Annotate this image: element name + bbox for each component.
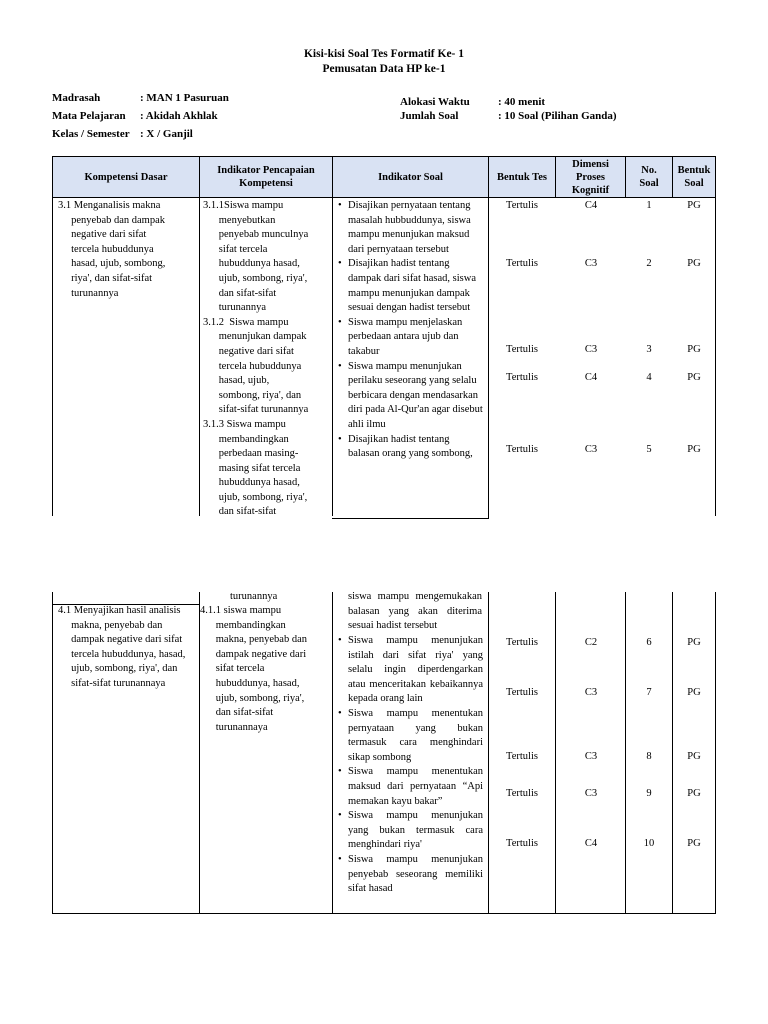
ipk-continuation: turunannya [230,591,278,602]
indikator-soal-text: Siswa mampu menunjukan perilaku seseorang yang selalu berbicara dengan mendasarkan diri pada Al-Qur'an agar disebut ahli ilmu [348,360,483,430]
header-kompetensi-dasar: Kompetensi Dasar [52,156,200,198]
bentuk-tes-cell: Tertulis [506,637,538,648]
madrasah-value: : MAN 1 Pasuruan [140,92,229,104]
bentuk-soal-cell: PG [687,344,701,355]
header-bentuk-tes: Bentuk Tes [488,156,556,198]
grid-line [52,592,53,914]
dimensi-cell: C2 [584,637,598,648]
dimensi-cell: C3 [584,751,598,762]
bentuk-tes-cell: Tertulis [506,344,538,355]
indikator-soal-text: Siswa mampu menunjukan istilah dari sifat riya' yang selalu ingin diperdengarkan atau menceritakan kebaikannya kepada orang lain [348,635,483,705]
document-title: Kisi-kisi Soal Tes Formatif Ke- 1 [303,48,465,60]
waktu-value: : 40 menit [498,96,546,108]
grid-line [52,913,716,914]
indikator-soal-text: Siswa mampu menentukan maksud dari pernyataan “Api memakan kayu bakar” [348,766,483,807]
indikator-soal-item: • Siswa mampu menunjukan yang bukan termasuk cara menghindari riya' [338,810,483,851]
grid-line [199,197,200,516]
bentuk-tes-cell: Tertulis [506,751,538,762]
bentuk-soal-cell: PG [687,200,701,211]
kompetensi-dasar-3-1 [58,199,198,301]
dimensi-cell: C4 [584,372,598,383]
no-soal-cell: 10 [643,838,655,849]
grid-line [332,592,333,914]
header-no-soal: No. Soal [625,156,673,198]
indikator-soal-item: • Disajikan hadist tentang balasan orang yang sombong, [338,433,473,460]
grid-line [332,197,333,516]
no-soal-cell: 3 [646,344,652,355]
indikator-pencapaian-3-1 [203,199,331,520]
bentuk-soal-cell: PG [687,372,701,383]
header-bentuk-soal: Bentuk Soal [672,156,716,198]
no-soal-cell: 4 [646,372,652,383]
kelas-label: Kelas / Semester [52,128,130,140]
header-indikator-soal: Indikator Soal [332,156,489,198]
grid-line [488,197,489,519]
indikator-soal-text: Siswa mampu menjelaskan perbedaan antara ujub dan takabur [348,316,463,357]
madrasah-label: Madrasah [52,92,101,104]
indikator-soal-item: • Siswa mampu menunjukan perilaku seseorang yang selalu berbicara dengan mendasarkan diri pada Al-Qur'an agar disebut ahli ilmu [338,360,483,430]
bentuk-soal-cell: PG [687,751,701,762]
dimensi-cell: C4 [584,838,598,849]
no-soal-cell: 8 [646,751,652,762]
indikator-soal-item: • Siswa mampu menunjukan istilah dari sifat riya' yang selalu ingin diperdengarkan atau menceritakan kebaikannya kepada orang lain [338,635,483,705]
indikator-soal-text: Siswa mampu menunjukan yang bukan termasuk cara menghindari riya' [348,810,483,851]
kd-text: 4.1 Menyajikan hasil analisis makna, penyebab dan dampak negative dari sifat tercela hubuddunya, hasad, ujub, sombong, riya', dan sifat-sifat turunannaya [58,605,186,689]
bentuk-tes-cell: Tertulis [506,788,538,799]
bentuk-soal-cell: PG [687,838,701,849]
dimensi-cell: C4 [584,200,598,211]
no-soal-cell: 6 [646,637,652,648]
bentuk-soal-cell: PG [687,637,701,648]
indikator-soal-text: Disajikan pernyataan tentang masalah hubbuddunya, siswa mampu menunjukan maksud dari pernyataan tersebut [348,200,471,255]
grid-line [332,518,489,519]
grid-line [715,592,716,914]
bentuk-soal-cell: PG [687,788,701,799]
ipk-text: 3.1.1Siswa mampu menyebutkan penyebab munculnya sifat tercela hubuddunya hasad, ujub, sombong, riya', dan sifat-sifat turunannya 3.1.2 Siswa mampu menunjukan dampak negative dari sifat tercela hubuddunya hasad, ujub, sombong, riya', dan sifat-sifat turunannya 3.1.3 Siswa mampu membandingkan perbedaan masing- masing sifat tercela hubuddunya hasad, ujub, sombong, riya', dan sifat-sifat [203,200,309,518]
no-soal-cell: 7 [646,687,652,698]
kelas-value: : X / Ganjil [140,128,193,140]
bentuk-tes-cell: Tertulis [506,444,538,455]
bentuk-tes-cell: Tertulis [506,687,538,698]
indikator-soal-item: • Siswa mampu menjelaskan perbedaan antara ujub dan takabur [338,316,463,357]
indikator-soal-text: Disajikan hadist tentang dampak dari sifat hasad, siswa mampu menunjukan dampak sesuai dengan hadist tersebut [348,258,477,314]
mapel-value: : Akidah Akhlak [140,110,218,122]
indikator-soal-item: • Disajikan pernyataan tentang masalah hubbuddunya, siswa mampu menunjukan maksud dari pernyataan tersebut [338,200,471,255]
dimensi-cell: C3 [584,258,598,269]
jumlah-label: Jumlah Soal [400,110,459,122]
bentuk-tes-cell: Tertulis [506,258,538,269]
ipk-text: 4.1.1 siswa mampu membandingkan makna, penyebab dan dampak negative dari sifat tercela hubuddunya, hasad, ujub, sombong, riya', dan sifat-sifat turunannaya [200,605,308,733]
kompetensi-dasar-4-1 [58,604,198,692]
bentuk-tes-cell: Tertulis [506,838,538,849]
indikator-soal-list-2 [338,634,483,897]
no-soal-cell: 2 [646,258,652,269]
indikator-soal-item: • Siswa mampu menentukan maksud dari pernyataan “Api memakan kayu bakar” [338,766,483,807]
indikator-soal-text: Siswa mampu menentukan pernyataan yang bukan termasuk cara menghindari sikap sombong [348,707,483,763]
indikator-soal-continuation: siswa mampu mengemukakan balasan yang akan diterima sesuai hadist tersebut [348,591,482,632]
indikator-soal-text: Siswa mampu menunjukan penyebab seseorang memiliki sifat hasad [348,853,483,895]
indikator-pencapaian-4-1 [200,604,331,735]
indikator-soal-item: • Siswa mampu menunjukan penyebab seseorang memiliki sifat hasad [338,853,483,895]
indikator-soal-text: Disajikan hadist tentang balasan orang yang sombong, [348,433,473,460]
indikator-soal-list-1 [338,199,483,462]
document-subtitle: Pemusatan Data HP ke-1 [322,63,446,75]
bentuk-tes-cell: Tertulis [506,372,538,383]
indikator-soal-item: • Disajikan hadist tentang dampak dari sifat hasad, siswa mampu menunjukan dampak sesuai dengan hadist tersebut [338,258,477,314]
grid-line [52,197,53,516]
indikator-soal-item: • Siswa mampu menentukan pernyataan yang bukan termasuk cara menghindari sikap sombong [338,707,483,763]
kd-text: 3.1 Menganalisis makna penyebab dan dampak negative dari sifat tercela hubuddunya hasad, ujub, sombong, riya', dan sifat-sifat turunannya [58,200,166,299]
bentuk-soal-cell: PG [687,687,701,698]
waktu-label: Alokasi Waktu [400,96,470,108]
header-dimensi-proses: Dimensi Proses Kognitif [555,156,626,198]
no-soal-cell: 9 [646,788,652,799]
dimensi-cell: C3 [584,788,598,799]
mapel-label: Mata Pelajaran [52,110,126,122]
no-soal-cell: 5 [646,444,652,455]
bentuk-soal-cell: PG [687,444,701,455]
bentuk-soal-cell: PG [687,258,701,269]
grid-line [715,197,716,516]
dimensi-cell: C3 [584,444,598,455]
dimensi-cell: C3 [584,687,598,698]
jumlah-value: : 10 Soal (Pilihan Ganda) [498,110,617,122]
bentuk-tes-cell: Tertulis [506,200,538,211]
dimensi-cell: C3 [584,344,598,355]
header-indikator-pencapaian: Indikator Pencapaian Kompetensi [199,156,333,198]
no-soal-cell: 1 [646,200,652,211]
